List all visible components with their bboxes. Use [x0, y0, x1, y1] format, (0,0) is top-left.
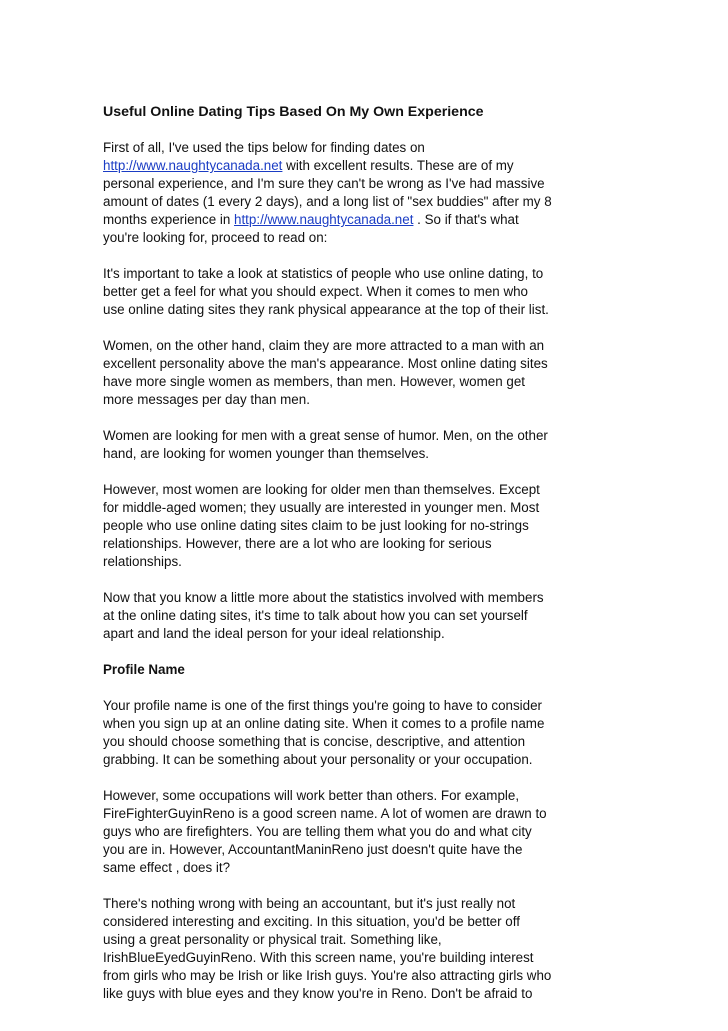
text-segment: you should choose something that is concise, descriptive, and attention [103, 734, 526, 749]
text-segment: Now that you know a little more about the statistics involved with members [103, 590, 544, 605]
text-line [103, 787, 573, 805]
text-line [103, 391, 573, 409]
text-segment: . So if that's what [413, 212, 519, 227]
text-segment: It's important to take a look at statistics of people who use online dating, to [103, 266, 544, 281]
paragraph [103, 427, 573, 463]
text-segment: you're looking for, proceed to read on: [103, 230, 328, 245]
text-segment: Women are looking for men with a great sense of humor. Men, on the other [103, 428, 548, 443]
section-heading [103, 661, 573, 679]
paragraph [103, 481, 573, 571]
text-segment: considered interesting and exciting. In this situation, you'd be better off [103, 914, 520, 929]
text-segment: amount of dates (1 every 2 days), and a long list of "sex buddies" after my 8 [103, 194, 552, 209]
text-line [103, 157, 573, 175]
text-segment: guys who are firefighters. You are telling them what you do and what city [103, 824, 532, 839]
text-segment: Profile Name [103, 662, 185, 677]
text-line [103, 751, 573, 769]
paragraph [103, 265, 573, 319]
text-line [103, 193, 573, 211]
text-line [103, 589, 573, 607]
text-line [103, 265, 573, 283]
text-line [103, 229, 573, 247]
text-line [103, 697, 573, 715]
paragraph [103, 139, 573, 247]
paragraph [103, 787, 573, 877]
text-segment: have more single women as members, than men. However, women get [103, 374, 526, 389]
paragraph [103, 895, 573, 1003]
paragraph-list [103, 139, 573, 1003]
text-segment: FireFighterGuyinReno is a good screen name. A lot of women are drawn to [103, 806, 547, 821]
paragraph [103, 337, 573, 409]
text-segment: use online dating sites they rank physical appearance at the top of their list. [103, 302, 549, 317]
text-line [103, 427, 573, 445]
text-line [103, 967, 573, 985]
text-line [103, 733, 573, 751]
text-segment: when you sign up at an online dating site. When it comes to a profile name [103, 716, 545, 731]
text-segment: same effect , does it? [103, 860, 231, 875]
text-segment: Your profile name is one of the first things you're going to have to consider [103, 698, 543, 713]
text-segment: relationships. [103, 554, 182, 569]
text-line [103, 661, 573, 679]
paragraph [103, 589, 573, 643]
text-segment: you are in. However, AccountantManinReno just doesn't quite have the [103, 842, 523, 857]
text-line [103, 355, 573, 373]
text-line [103, 931, 573, 949]
text-line [103, 895, 573, 913]
text-segment: First of all, I've used the tips below for finding dates on [103, 140, 425, 155]
text-line [103, 499, 573, 517]
text-segment: hand, are looking for women younger than themselves. [103, 446, 430, 461]
text-segment: relationships. However, there are a lot who are looking for serious [103, 536, 492, 551]
text-segment: apart and land the ideal person for your ideal relationship. [103, 626, 445, 641]
text-segment: excellent personality above the man's appearance. Most online dating sites [103, 356, 548, 371]
text-line [103, 949, 573, 967]
text-segment: grabbing. It can be something about your personality or your occupation. [103, 752, 533, 767]
naughtycanada-link[interactable]: http://www.naughtycanada.net [234, 212, 414, 227]
document-body [103, 103, 573, 1021]
text-segment: with excellent results. These are of my [282, 158, 514, 173]
naughtycanada-link[interactable]: http://www.naughtycanada.net [103, 158, 283, 173]
text-line [103, 913, 573, 931]
text-line [103, 553, 573, 571]
text-line [103, 625, 573, 643]
text-segment: at the online dating sites, it's time to talk about how you can set yourself [103, 608, 528, 623]
text-line [103, 481, 573, 499]
text-line [103, 211, 573, 229]
text-segment: However, most women are looking for older men than themselves. Except [103, 482, 540, 497]
text-line [103, 715, 573, 733]
text-segment: like guys with blue eyes and they know you're in Reno. Don't be afraid to [103, 986, 533, 1001]
text-segment: There's nothing wrong with being an accountant, but it's just really not [103, 896, 516, 911]
text-segment: personal experience, and I'm sure they can't be wrong as I've had massive [103, 176, 545, 191]
text-segment: using a great personality or physical trait. Something like, [103, 932, 442, 947]
text-line [103, 841, 573, 859]
text-line [103, 337, 573, 355]
text-segment: IrishBlueEyedGuyinReno. With this screen name, you're building interest [103, 950, 534, 965]
text-line [103, 283, 573, 301]
text-segment: for middle-aged women; they usually are interested in younger men. Most [103, 500, 540, 515]
text-line [103, 985, 573, 1003]
text-line [103, 139, 573, 157]
text-line [103, 823, 573, 841]
text-line [103, 301, 573, 319]
document-title: Useful Online Dating Tips Based On My Own Experience [103, 104, 484, 120]
text-line [103, 859, 573, 877]
text-line [103, 535, 573, 553]
text-segment: However, some occupations will work better than others. For example, [103, 788, 520, 803]
text-line [103, 445, 573, 463]
text-segment: more messages per day than men. [103, 392, 310, 407]
text-segment: Women, on the other hand, claim they are more attracted to a man with an [103, 338, 545, 353]
text-segment: months experience in [103, 212, 235, 227]
text-segment: from girls who may be Irish or like Irish guys. You're also attracting girls who [103, 968, 552, 983]
text-line [103, 373, 573, 391]
paragraph [103, 697, 573, 769]
text-line [103, 175, 573, 193]
text-segment: better get a feel for what you should expect. When it comes to men who [103, 284, 529, 299]
text-segment: people who use online dating sites claim to be just looking for no-strings [103, 518, 529, 533]
text-line [103, 607, 573, 625]
text-line [103, 805, 573, 823]
text-line [103, 517, 573, 535]
